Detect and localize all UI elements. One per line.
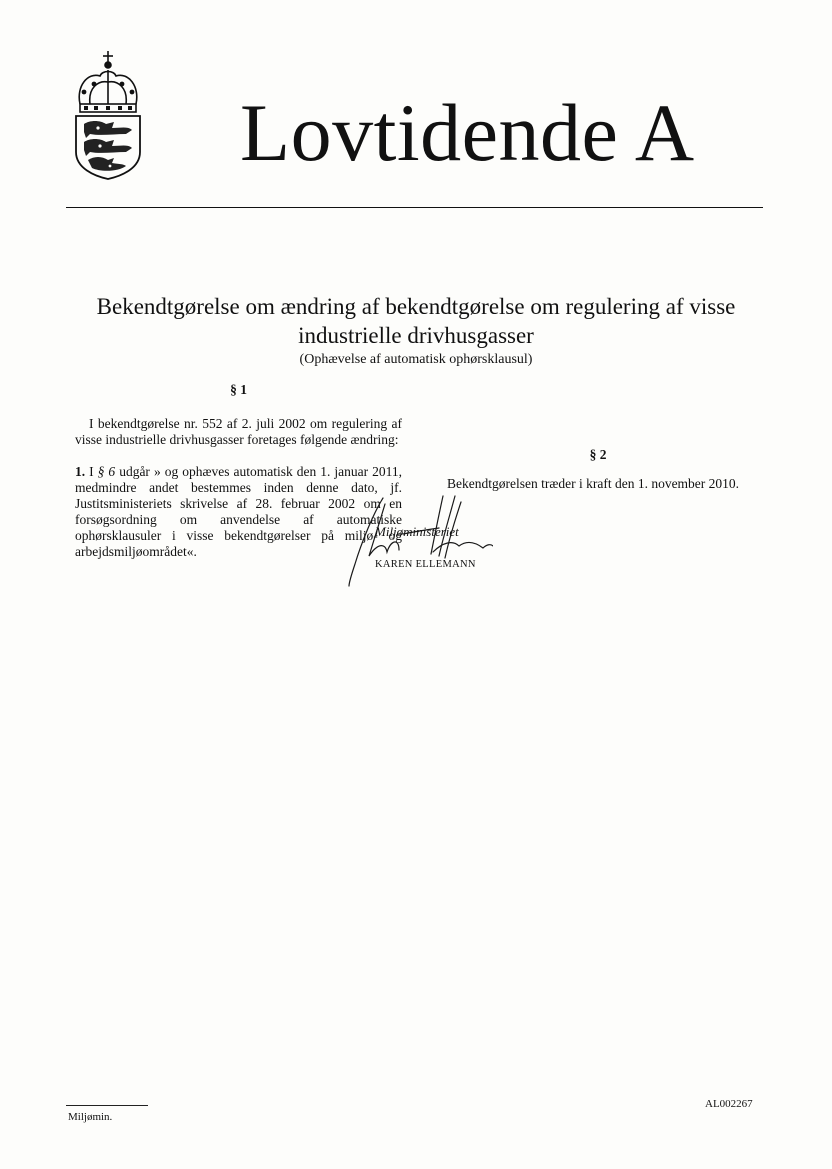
footer-ministry: Miljømin.	[68, 1111, 113, 1123]
masthead-title: Lovtidende A	[240, 87, 695, 178]
continued-text-spacer	[433, 383, 763, 431]
amendment-item-text: udgår » og ophæves automatisk den 1. januar 2011, medmindre andet bestemmes inden denne dato, jf. Justitsministeriets skrivelse af 28. februar 2002 om en forsøgsordning om anvendelse af automatiske ophørsklausuler i visse bekendtgørelser på miljø- og arbejdsmiljøområdet«.	[75, 464, 403, 559]
danish-coat-of-arms-icon	[70, 48, 146, 180]
ministry-name: Miljøministeriet	[375, 524, 459, 539]
amendment-item-reference: § 6	[97, 464, 116, 479]
footer-document-code: AL002267	[705, 1098, 753, 1110]
amendment-item-prefix: I	[89, 464, 94, 479]
section-2-paragraph: Bekendtgørelsen træder i kraft den 1. november 2010.	[447, 476, 740, 491]
section-1-paragraph: I bekendtgørelse nr. 552 af 2. juli 2002 om regulering af visse industrielle drivhusgasser foretages følgende ændring:	[75, 416, 402, 447]
signatory-name: KAREN ELLEMANN	[375, 559, 476, 570]
right-column	[433, 383, 763, 492]
document-subtitle: (Ophævelse af automatisk ophørsklausul)	[299, 352, 533, 367]
section-2-heading: § 2	[589, 447, 607, 462]
amendment-item-number: 1.	[75, 464, 86, 479]
section-1-heading: § 1	[230, 382, 247, 397]
footer-divider	[66, 1105, 148, 1106]
document-title: Bekendtgørelse om ændring af bekendtgørelse om regulering af visse industrielle drivhusgasser	[96, 294, 736, 348]
masthead-divider	[66, 207, 763, 208]
handwritten-signature-icon	[343, 494, 493, 590]
